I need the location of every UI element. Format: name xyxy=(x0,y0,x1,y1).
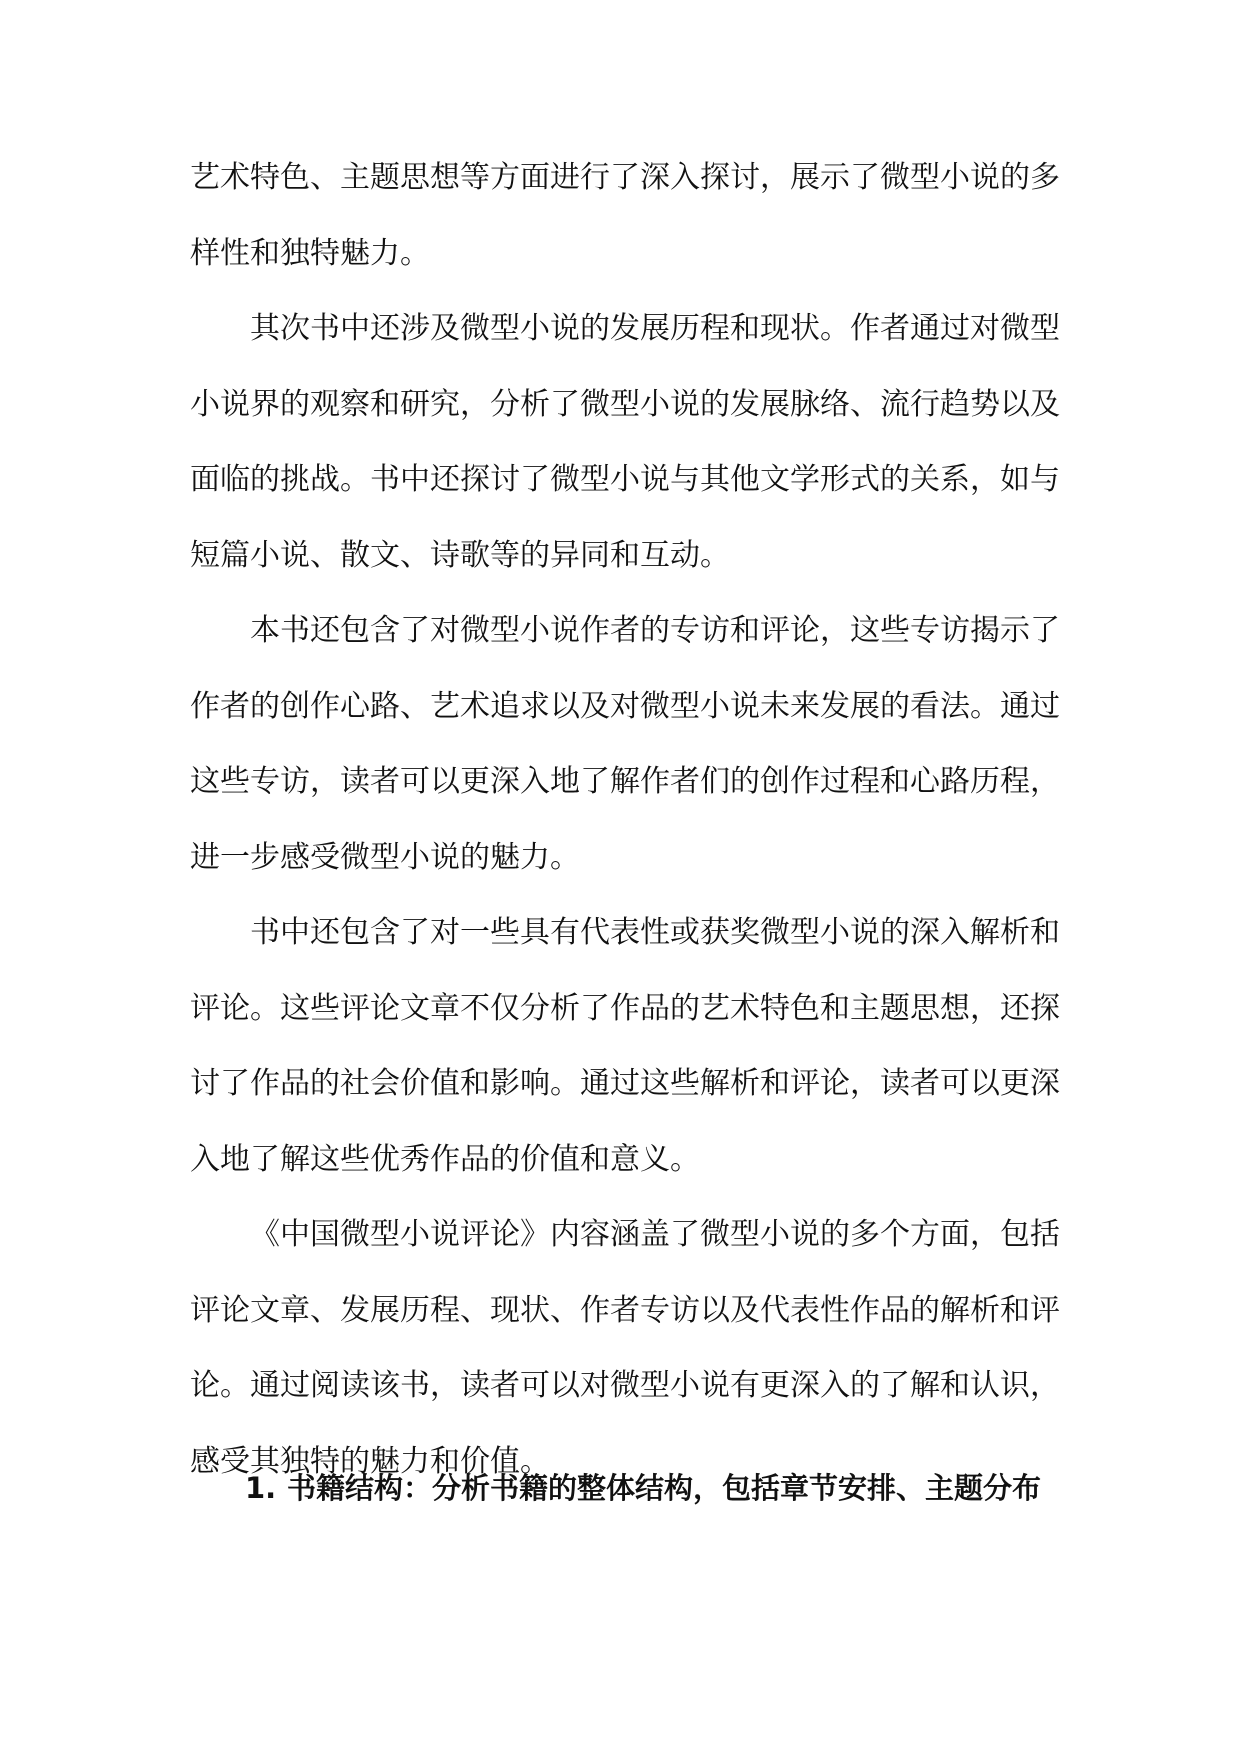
paragraph-2: 其次书中还涉及微型小说的发展历程和现状。作者通过对微型小说界的观察和研究，分析了微型小说的发展脉络、流行趋势以及面临的挑战。书中还探讨了微型小说与其他文学形式的关系，如与短篇小说、散文、诗歌等的异同和互动。 xyxy=(190,311,1060,573)
body-text xyxy=(190,140,1060,1499)
paragraph-4: 书中还包含了对一些具有代表性或获奖微型小说的深入解析和评论。这些评论文章不仅分析了作品的艺术特色和主题思想，还探讨了作品的社会价值和影响。通过这些解析和评论，读者可以更深入地了解这些优秀作品的价值和意义。 xyxy=(190,915,1060,1177)
paragraph-5: 《中国微型小说评论》内容涵盖了微型小说的多个方面，包括评论文章、发展历程、现状、作者专访以及代表性作品的解析和评论。通过阅读该书，读者可以对微型小说有更深入的了解和认识，感受其独特的魅力和价值。 xyxy=(190,1217,1060,1479)
heading-text: 书籍结构：分析书籍的整体结构，包括章节安排、主题分布 xyxy=(287,1471,1042,1505)
heading-number: 1. xyxy=(245,1471,277,1505)
section-heading xyxy=(245,1468,1075,1508)
paragraph-1: 艺术特色、主题思想等方面进行了深入探讨，展示了微型小说的多样性和独特魅力。 xyxy=(190,160,1060,271)
paragraph-3: 本书还包含了对微型小说作者的专访和评论，这些专访揭示了作者的创作心路、艺术追求以及对微型小说未来发展的看法。通过这些专访，读者可以更深入地了解作者们的创作过程和心路历程，进一步感受微型小说的魅力。 xyxy=(190,613,1060,875)
